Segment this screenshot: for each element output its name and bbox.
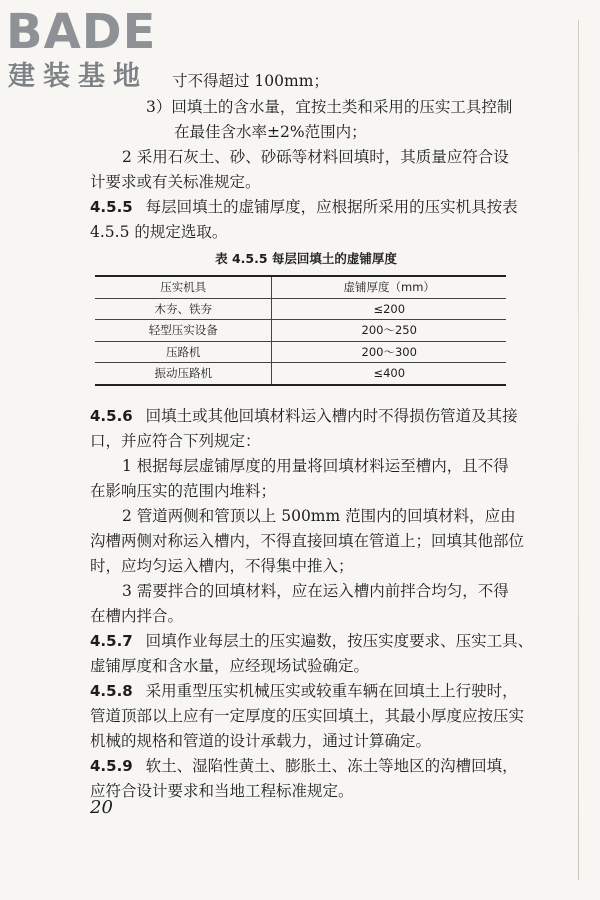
clause-4-5-6 — [90, 405, 518, 427]
text-line: 口，并应符合下列规定： — [90, 432, 261, 450]
header-cell: 压实机具 — [95, 276, 272, 298]
watermark-logo — [6, 6, 176, 96]
table-row — [95, 298, 506, 320]
header-cell: 虚铺厚度（mm） — [272, 276, 506, 298]
clause-text: 软土、湿陷性黄土、膨胀土、冻土等地区的沟槽回填， — [145, 757, 518, 775]
clause-text: 每层回填土的虚铺厚度，应根据所采用的压实机具按表 — [145, 198, 518, 216]
text-line: 管道顶部以上应有一定厚度的压实回填土，其最小厚度应按压实 — [90, 707, 525, 725]
text-line: 虚铺厚度和含水量，应经现场试验确定。 — [90, 657, 370, 675]
table-cell: ≤400 — [272, 363, 506, 385]
text-line: 2 管道两侧和管顶以上 500mm 范围内的回填材料，应由 — [122, 507, 516, 525]
text-line: 3 需要拌合的回填材料，应在运入槽内前拌合均匀，不得 — [122, 582, 509, 600]
clause-number: 4.5.7 — [90, 632, 133, 650]
clause-4-5-5 — [90, 196, 518, 218]
clause-number: 4.5.8 — [90, 682, 133, 700]
table-cell: 200～250 — [272, 320, 506, 342]
table-cell: 200～300 — [272, 341, 506, 363]
clause-4-5-7 — [90, 630, 533, 652]
text-line: 应符合设计要求和当地工程标准规定。 — [90, 782, 354, 800]
text-line: 4.5.5 的规定选取。 — [90, 223, 228, 241]
table-row — [95, 341, 506, 363]
text-line: 在影响压实的范围内堆料； — [90, 482, 277, 500]
text-line: 在最佳含水率±2%范围内； — [174, 123, 367, 141]
table-cell: 轻型压实设备 — [95, 320, 272, 342]
table-cell: 木夯、铁夯 — [95, 298, 272, 320]
text-line: 在槽内拌合。 — [90, 607, 184, 625]
clause-number: 4.5.6 — [90, 407, 133, 425]
table-row — [95, 320, 506, 342]
text-line: 沟槽两侧对称运入槽内，不得直接回填在管道上；回填其他部位 — [90, 532, 525, 550]
text-line: 时，应均匀运入槽内，不得集中推入； — [90, 557, 354, 575]
table-cell: 振动压路机 — [95, 363, 272, 385]
table-cell: ≤200 — [272, 298, 506, 320]
text-line: 1 根据每层虚铺厚度的用量将回填材料运至槽内，且不得 — [122, 457, 509, 475]
clause-4-5-8 — [90, 680, 518, 702]
clause-4-5-9 — [90, 755, 518, 777]
table-cell: 压路机 — [95, 341, 272, 363]
clause-number: 4.5.5 — [90, 198, 133, 216]
text-line: 2 采用石灰土、砂、砂砾等材料回填时，其质量应符合设 — [122, 148, 509, 166]
text-line: 3）回填土的含水量，宜按土类和采用的压实工具控制 — [146, 98, 513, 116]
table-row — [95, 363, 506, 385]
page-edge-shadow — [578, 20, 579, 880]
page-number: 20 — [90, 797, 113, 818]
text-line: 计要求或有关标准规定。 — [90, 173, 261, 191]
compaction-table — [95, 275, 506, 386]
clause-text: 回填土或其他回填材料运入槽内时不得损伤管道及其接 — [145, 407, 518, 425]
logo-subtitle: 建装基地 — [8, 61, 148, 92]
text-line: 机械的规格和管道的设计承载力，通过计算确定。 — [90, 732, 432, 750]
table-header-row — [95, 276, 506, 298]
clause-text: 回填作业每层土的压实遍数，按压实度要求、压实工具、 — [145, 632, 534, 650]
logo-wordmark: BADE — [6, 4, 157, 60]
text-line: 寸不得超过 100mm； — [172, 72, 329, 90]
table-caption: 表 4.5.5 每层回填土的虚铺厚度 — [215, 251, 397, 266]
clause-number: 4.5.9 — [90, 757, 133, 775]
clause-text: 采用重型压实机械压实或较重车辆在回填土上行驶时， — [145, 682, 518, 700]
